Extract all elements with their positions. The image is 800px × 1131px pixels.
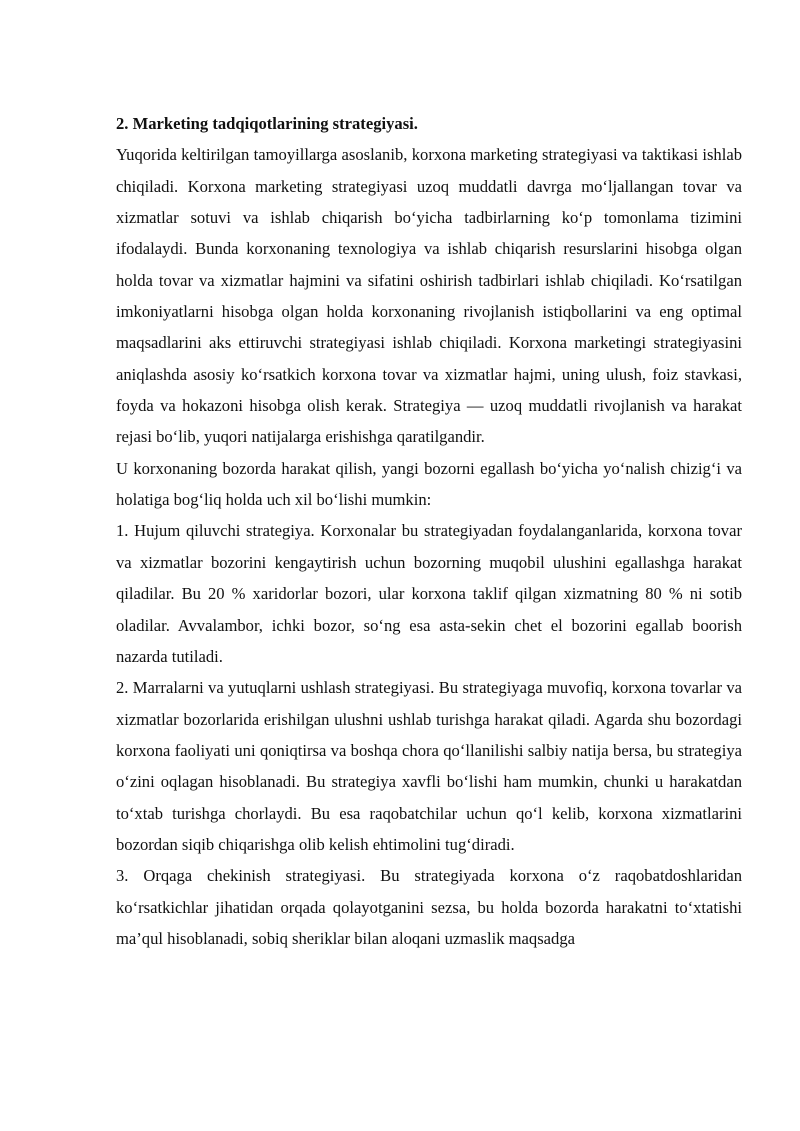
paragraph-retreat-strategy: 3. Orqaga chekinish strategiyasi. Bu strategiyada korxona o‘z raqobatdoshlaridan ko‘rsatkichlar jihatidan orqada qolayotganini sezsa, bu holda bozorda harakatni to‘xtatishi ma’qul hisoblanadi, sobiq sheriklar bilan aloqani uzmaslik maqsadga [116,866,742,948]
section-heading: 2. Marketing tadqiqotlarining strategiyasi. [116,114,418,133]
paragraph-attack-strategy: 1. Hujum qiluvchi strategiya. Korxonalar bu strategiyadan foydalanganlarida, korxona tovar va xizmatlar bozorini kengaytirish uchun bozorning muqobil ulushini egallashga harakat qiladilar. Bu 20 % xaridorlar bozori, ular korxona taklif qilgan xizmatning 80 % ni sotib oladilar. Avvalambor, ichki bozor, so‘ng esa asta-sekin chet el bozorini egallab boorish nazarda tutiladi. [116,521,742,666]
paragraph-three-types: U korxonaning bozorda harakat qilish, yangi bozorni egallash bo‘yicha yo‘nalish chizig‘i va holatiga bog‘liq holda uch xil bo‘lishi mumkin: [116,458,742,510]
paragraph-strategy-intro: Yuqorida keltirilgan tamoyillarga asoslanib, korxona marketing strategiyasi va taktikasi ishlab chiqiladi. Korxona marketing strategiyasi uzoq muddatli davrga mo‘ljallangan tovar va xizmatlar sotuvi va ishlab chiqarish bo‘yicha tadbirlarning ko‘p tomonlama tizimini ifodalaydi. Bunda korxonaning texnologiya va ishlab chiqarish resurslarini hisobga olgan holda tovar va xizmatlar hajmini va sifatini oshirish tadbirlari ishlab chiqiladi. Ko‘rsatilgan imkoniyatlarni hisobga olgan holda korxonaning rivojlanish istiqbollarini va eng optimal maqsadlarini aks ettiruvchi strategiyasi ishlab chiqiladi. Korxona marketingi strategiyasini aniqlashda asosiy ko‘rsatkich korxona tovar va xizmatlar hajmi, uning ulush, foiz stavkasi, foyda va hokazoni hisobga olish kerak. Strategiya — uzoq muddatli rivojlanish va harakat rejasi bo‘lib, yuqori natijalarga erishishga qaratilgandir. [116,145,742,447]
paragraph-holding-strategy: 2. Marralarni va yutuqlarni ushlash strategiyasi. Bu strategiyaga muvofiq, korxona tovarlar va xizmatlar bozorlarida erishilgan ulushni ushlab turishga harakat qiladi. Agarda shu bozordagi korxona faoliyati uni qoniqtirsa va boshqa chora qo‘llanilishi salbiy natija bersa, bu strategiya o‘zini oqlagan hisoblanadi. Bu strategiya xavfli bo‘lishi ham mumkin, chunki u harakatdan to‘xtab turishga chorlaydi. Bu esa raqobatchilar uchun qo‘l kelib, korxona xizmatlarini bozordan siqib chiqarishga olib kelish ehtimolini tug‘diradi. [116,678,742,854]
document-page [116,108,742,954]
